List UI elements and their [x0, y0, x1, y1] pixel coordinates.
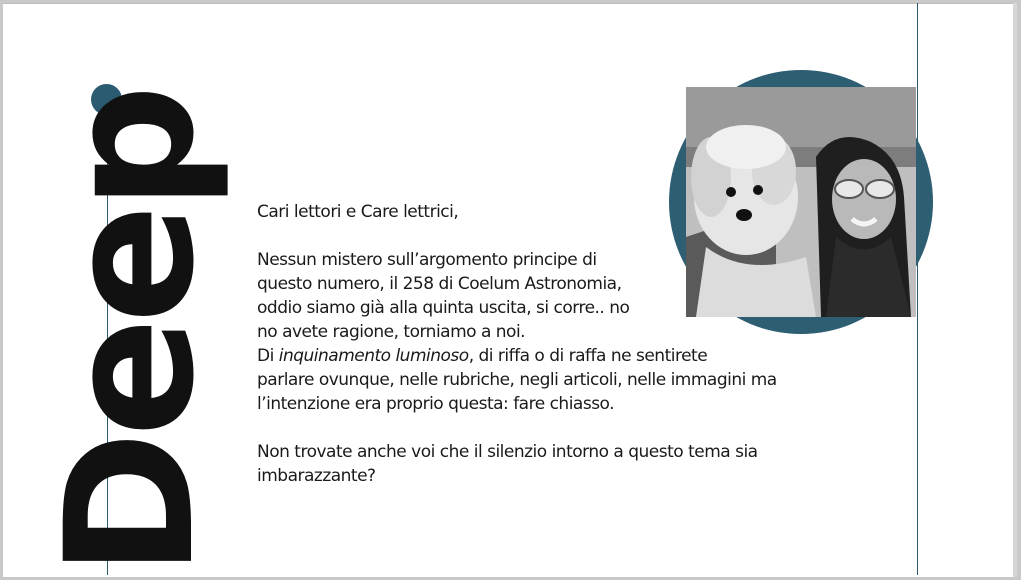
author-photo	[686, 87, 916, 317]
right-vertical-rule	[917, 3, 918, 575]
letter-line: oddio siamo già alla quinta uscita, si corre.. no	[257, 298, 630, 318]
letter-text: Di	[257, 346, 279, 366]
section-title-wrapper	[28, 90, 233, 577]
letter-line: l’intenzione era proprio questa: fare chiasso.	[257, 394, 615, 414]
letter-line: Nessun mistero sull’argomento principe di	[257, 250, 597, 270]
editorial-page	[3, 3, 1017, 577]
letter-line: questo numero, il 258 di Coelum Astronomia,	[257, 274, 622, 294]
letter-line: imbarazzante?	[257, 466, 376, 486]
letter-paragraph-2	[257, 344, 897, 416]
page-top-border	[3, 3, 1017, 4]
letter-paragraph-3	[257, 440, 897, 488]
letter-line: parlare ovunque, nelle rubriche, negli articoli, nelle immagini ma	[257, 370, 777, 390]
portrait-photo-icon	[686, 87, 916, 317]
letter-line: Non trovate anche voi che il silenzio intorno a questo tema sia	[257, 442, 758, 462]
page-right-edge	[1013, 3, 1017, 577]
letter-greeting: Cari lettori e Care lettrici,	[257, 202, 459, 222]
letter-line	[257, 344, 897, 368]
letter-text: , di riffa o di raffa ne sentirete	[468, 346, 708, 366]
letter-line: no avete ragione, torniamo a noi.	[257, 322, 526, 342]
section-title: Deep	[28, 90, 233, 577]
letter-emphasis: inquinamento luminoso	[278, 346, 469, 366]
